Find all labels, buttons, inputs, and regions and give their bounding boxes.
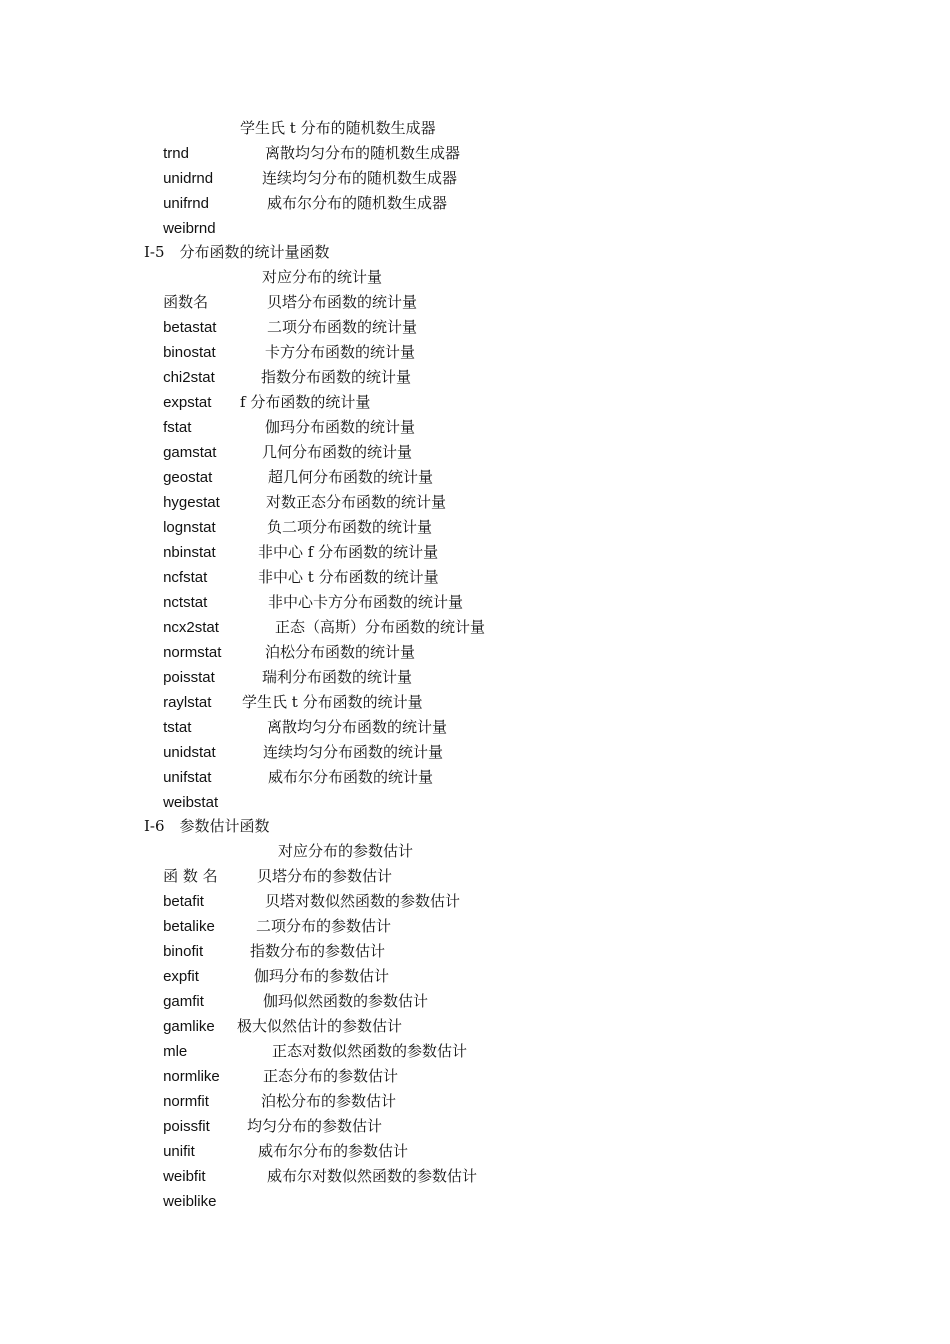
function-name: gamstat	[163, 444, 217, 461]
function-name: unifit	[163, 1143, 195, 1160]
function-description: 贝塔对数似然函数的参数估计	[265, 892, 461, 910]
function-name: unifstat	[163, 769, 212, 786]
function-name: unifrnd	[163, 195, 209, 212]
function-name: lognstat	[163, 519, 216, 536]
stat-row-weibstat	[144, 765, 434, 811]
function-name: poisstat	[163, 669, 215, 686]
function-description: 对数正态分布函数的统计量	[266, 493, 447, 511]
function-description: 伽玛分布函数的统计量	[265, 418, 416, 436]
function-description: 非中心卡方分布函数的统计量	[268, 593, 464, 611]
section-5-heading: Ⅰ-5 分布函数的统计量函数	[144, 243, 330, 261]
function-description: 正态分布的参数估计	[263, 1067, 399, 1085]
function-description: 超几何分布函数的统计量	[268, 468, 434, 486]
function-name: binostat	[163, 344, 216, 361]
function-name: weibfit	[163, 1168, 206, 1185]
function-name: betastat	[163, 319, 217, 336]
function-name: hygestat	[163, 494, 220, 511]
section-6-heading: Ⅰ-6 参数估计函数	[144, 817, 270, 835]
function-description: 离散均匀分布的随机数生成器	[265, 144, 461, 162]
function-name: weibstat	[163, 794, 219, 811]
function-description: 伽玛分布的参数估计	[254, 967, 390, 985]
function-name: weiblike	[163, 1193, 217, 1210]
function-description: 二项分布的参数估计	[256, 917, 392, 935]
function-description: 均匀分布的参数估计	[247, 1117, 383, 1135]
column-header-description: 对应分布的统计量	[262, 268, 383, 286]
function-description: 几何分布函数的统计量	[262, 443, 413, 461]
function-name: poissfit	[163, 1118, 210, 1135]
function-description: 负二项分布函数的统计量	[267, 518, 433, 536]
function-name: betalike	[163, 918, 215, 935]
function-description: 指数分布函数的统计量	[261, 368, 412, 386]
function-name: gamlike	[163, 1018, 215, 1035]
function-description: 二项分布函数的统计量	[267, 318, 418, 336]
function-name: weibrnd	[163, 220, 216, 237]
function-description: 正态对数似然函数的参数估计	[272, 1042, 468, 1060]
function-name: betafit	[163, 893, 204, 910]
function-name: geostat	[163, 469, 213, 486]
function-name: trnd	[163, 145, 189, 162]
function-name: expstat	[163, 394, 212, 411]
function-description: 连续均匀分布的随机数生成器	[262, 169, 458, 187]
function-name: gamfit	[163, 993, 204, 1010]
function-description: 泊松分布的参数估计	[261, 1092, 397, 1110]
function-description: 连续均匀分布函数的统计量	[263, 743, 444, 761]
function-description: 伽玛似然函数的参数估计	[263, 992, 429, 1010]
function-name: binofit	[163, 943, 204, 960]
function-name: tstat	[163, 719, 192, 736]
function-name: normlike	[163, 1068, 220, 1085]
function-description: 泊松分布函数的统计量	[265, 643, 416, 661]
rnd-row-weibrnd	[144, 191, 448, 237]
column-header-function-name: 函数名	[163, 293, 209, 311]
function-description: 离散均匀分布函数的统计量	[267, 718, 448, 736]
function-description: 威布尔分布函数的统计量	[268, 768, 434, 786]
function-name: unidrnd	[163, 170, 214, 187]
function-description: f 分布函数的统计量	[240, 393, 371, 411]
function-name: unidstat	[163, 744, 216, 761]
function-description: 学生氏 t 分布的随机数生成器	[240, 119, 436, 137]
function-name: ncfstat	[163, 569, 208, 586]
function-name: chi2stat	[163, 369, 215, 386]
function-name: expfit	[163, 968, 199, 985]
function-name: nbinstat	[163, 544, 216, 561]
function-description: 极大似然估计的参数估计	[237, 1017, 403, 1035]
function-description: 威布尔分布的随机数生成器	[267, 194, 448, 212]
function-name: normfit	[163, 1093, 209, 1110]
fit-row-weiblike	[144, 1164, 478, 1210]
function-description: 非中心 f 分布函数的统计量	[258, 543, 439, 561]
function-name: raylstat	[163, 694, 212, 711]
function-description: 指数分布的参数估计	[250, 942, 386, 960]
function-description: 贝塔分布函数的统计量	[267, 293, 418, 311]
function-description: 贝塔分布的参数估计	[257, 867, 393, 885]
function-description: 正态（高斯）分布函数的统计量	[275, 618, 486, 636]
function-description: 瑞利分布函数的统计量	[262, 668, 413, 686]
function-name: normstat	[163, 644, 222, 661]
function-name: fstat	[163, 419, 192, 436]
function-name: mle	[163, 1043, 188, 1060]
function-description: 学生氏 t 分布函数的统计量	[242, 693, 423, 711]
function-description: 卡方分布函数的统计量	[265, 343, 416, 361]
function-name: ncx2stat	[163, 619, 219, 636]
function-description: 威布尔分布的参数估计	[258, 1142, 409, 1160]
function-description: 威布尔对数似然函数的参数估计	[267, 1167, 478, 1185]
column-header-description: 对应分布的参数估计	[278, 842, 414, 860]
function-description: 非中心 t 分布函数的统计量	[258, 568, 439, 586]
function-name: nctstat	[163, 594, 208, 611]
column-header-function-name: 函 数 名	[163, 867, 218, 885]
